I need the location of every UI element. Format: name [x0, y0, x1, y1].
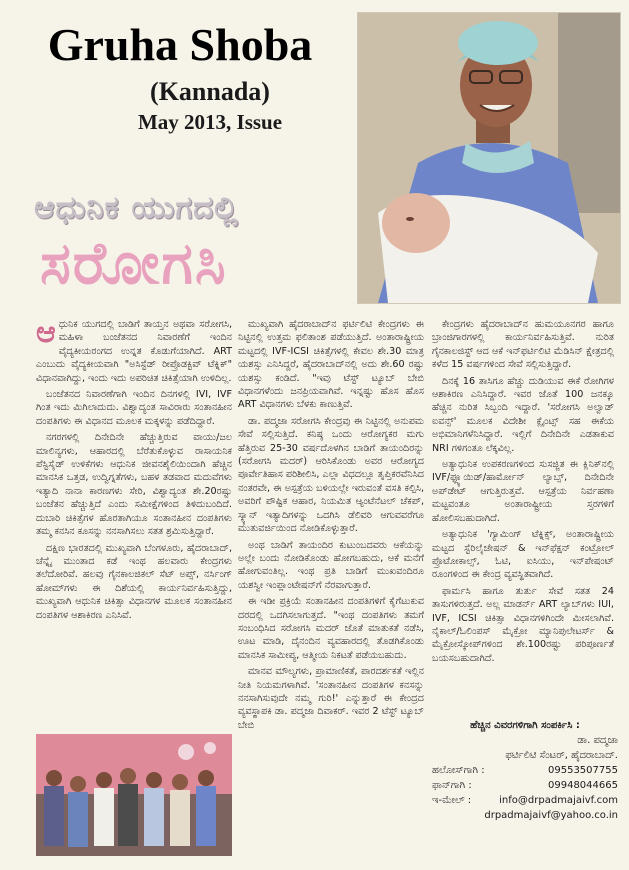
email-address-alt: drpadmajaivf@yahoo.co.in — [484, 810, 618, 821]
doctor-with-baby-photo — [357, 12, 621, 304]
article-paragraph: ಅತ್ಯಾಧುನಿಕ ಉಪಕರಣಗಳಿಂದ ಸುಸಜ್ಜಿತ ಈ ಕ್ಲಿನಿಕ್‌ನಲ್ಲಿ IVF/ಫ್ಲ್ಯೂಯಿಡ್/ಹಾರ್ಮೋನ್ ಲ್ಯಾಬ್ಸ್, ದಿನೇದಿನೇ ಅಪ್‌ಡೇಟ್ ಆಗುತ್ತಿರುತ್ತವೆ. ಆಸ್ಪತ್ರೆಯ ನಿರ್ವಹಣಾ ಮಟ್ಟವಂತೂ ಅಂತಾರಾಷ್ಟ್ರೀಯ ಸ್ತರಗಳಿಗೆ ಹೋಲಿಸಬಹುದಾಗಿದೆ. — [432, 459, 614, 524]
article-paragraph: ಈ ಇಡೀ ಪ್ರಕ್ರಿಯೆ ಸಂತಾನಹೀನ ದಂಪತಿಗಳಿಗೆ ಕೈಗೆಟುಕುವ ದರದಲ್ಲಿ ಒದಗಿಸಲಾಗುತ್ತದೆ. "ಇಂಥ ದಂಪತಿಗಳು ತಮಗೆ ಸಂಬಂಧಿಸಿದ ಸರೋಗಸಿ ಮದರ್ ಜೊತೆ ಮಾತುಕತೆ ನಡೆಸಿ, ಊಟ ಮಾಡಿ, ದೈನಂದಿನ ವ್ಯವಹಾರದಲ್ಲಿ ತೊಡಗಿಕೊಂಡು ಮಾನಸಿಕ ಸಾಮೀಪ್ಯ, ಆತ್ಮೀಯ ನಿಕಟತೆ ಪಡೆಯಬಹುದು. — [238, 596, 424, 661]
article-paragraph: ಮಾನವ ಮೌಲ್ಯಗಳು, ಪ್ರಾಮಾಣಿಕತೆ, ಪಾರದರ್ಶಕತೆ ಇಲ್ಲಿನ ನೀತಿ ನಿಯಮಗಳಾಗಿವೆ. 'ಸಂತಾನಹೀನ ದಂಪತಿಗಳ ಕನಸನ್ನು ನನಸಾಗಿಸುವುದೇ ನಮ್ಮ ಗುರಿ!' ಎನ್ನುತ್ತಾರೆ ಈ ಕೇಂದ್ರದ ವ್ಯವಸ್ಥಾಪಕಿ ಡಾ. ಪದ್ಮಜಾ ದಿವಾಕರ್. ಇವರ 2 ಟೆಸ್ಟ್ ಟ್ಯೂಬ್ ಬೇಬಿ — [238, 666, 424, 731]
contact-title: ಹೆಚ್ಚಿನ ವಿವರಗಳಿಗಾಗಿ ಸಂಪರ್ಕಿಸಿ : — [470, 720, 580, 731]
phone-number: 09948044665 — [548, 780, 618, 791]
magazine-language: (Kannada) — [150, 77, 270, 106]
contact-phone-row — [432, 778, 618, 793]
headline-title: ಸರೋಗಸಿ — [40, 229, 228, 297]
article-paragraph: ಅಂಥ ಬಾಡಿಗೆ ತಾಯಂದಿರ ಕುಟುಂಬದವರು ಆಕೆಯನ್ನು ಅಲ್ಲೇ ಬಂದು ನೋಡಿಕೊಂಡು ಹೋಗಬಹುದು, ಆಕೆ ಮನೆಗೆ ಹೋಗುವಂತಿಲ್ಲ. ಇಂಥ ಪ್ರತಿ ಬಾಡಿಗೆ ಮುಖವಂದಿರೂ ಯಶಸ್ವೀ ಇಂಪ್ಲಾಂಟೇಷನ್‌ಗೆ ನೆರವಾಗುತ್ತಾರೆ. — [238, 539, 424, 591]
article-column-1 — [36, 315, 232, 625]
article-column-2 — [238, 318, 424, 735]
article-paragraph: ಕೇಂದ್ರಗಳು ಹೈದರಾಬಾದ್‌ನ ಹುಮಯೂನಗರ ಹಾಗೂ ಬ್ರಾಂಜಿಗಾರಗಳಲ್ಲಿ ಕಾರ್ಯನಿರ್ವಹಿಸುತ್ತಿವೆ. ನುರಿತ ಗೈನಕಾಲಜಿಸ್ಟ್ ಆದ ಆಕೆ ಇನ್‌ಫರ್ಟಿಲಿಟಿ ಮೆಡಿಸಿನ್ ಕ್ಷೇತ್ರದಲ್ಲಿ ಕಳೆದ 15 ವರ್ಷಗಳಿಂದ ಸೇವೆ ಸಲ್ಲಿಸುತ್ತಿದ್ದಾರೆ. — [432, 319, 614, 371]
article-paragraph: ಬಂಜೆತನದ ನಿವಾರಣೆಗಾಗಿ ಇಂದಿನ ದಿನಗಳಲ್ಲಿ IVI, IVF ಗಿಂತ ಇದು ಮಿಗಿಲಾದುದು. ವಿಶ್ವಾದ್ಯಂತ ಸಾವಿರಾರು ಸಂತಾನಹೀನ ದಂಪತಿಗಳು ಈ ವಿಧಾನದ ಮೂಲಕ ಮಕ್ಕಳನ್ನು ಪಡೆದಿದ್ದಾರೆ. — [36, 389, 232, 427]
article-column-3 — [432, 318, 614, 668]
masthead — [10, 20, 350, 134]
contact-name: ಡಾ. ಪದ್ಮಜಾ — [577, 735, 618, 746]
magazine-title: Gruha Shoba — [47, 19, 313, 70]
drop-cap: ಆ — [36, 315, 56, 350]
article-paragraph: ಫಾರ್ಮಸಿ ಹಾಗೂ ತುರ್ತು ಸೇವೆ ಸತತ 24 ತಾಸುಗಳಿರುತ್ತದೆ. ಅಲ್ಲ ಮಾಡರ್ನ್ ART ಲ್ಯಾಬ್‌ಗಳು IUI, IVF, ICSI ಚಿಕಿತ್ಸಾ ವಿಧಾನಗಳಿಗಿಂದೇ ಮೀಸಲಾಗಿವೆ. ನೈಕಾಲ್/ಓಲಿಂಪಸ್ ಮೈಕ್ರೋ ಮ್ಯಾನಿಪುಲೇಟರ್ಸ್ & ಮೈಕ್ರೋಸ್ಕೋಪ್‌ಗಳಿಂದ ಶೇ.100ರಷ್ಟು ಪರಿಪೂರ್ಣತೆ ಬಯಸಬಹುದಾಗಿದೆ. — [432, 585, 614, 664]
doctor-illustration — [358, 13, 620, 303]
contact-centre: ಫರ್ಟಿಲಿಟಿ ಸೆಂಟರ್, ಹೈದರಾಬಾದ್. — [505, 750, 618, 761]
article-paragraph: ನಗರಗಳಲ್ಲಿ ದಿನೇದಿನೇ ಹೆಚ್ಚುತ್ತಿರುವ ವಾಯು/ಜಲ ಮಾಲಿನ್ಯಗಳು, ಆಹಾರದಲ್ಲಿ ಬೆರೆತುಕೊಳ್ಳುವ ರಾಸಾಯನಿಕ ಪೆಸ್ಟಿಸೈಡ್ ಉಳಿಕೆಗಳು ಆಧುನಿಕ ಜೀವನಶೈಲಿಯಿಂದಾಗಿ ಹೆಚ್ಚಿನ ಮಾನಸಿಕ ಒತ್ತಡ, ಉದ್ವಿಗ್ನತೆಗಳು, ಬಹಳ ತಡವಾದ ಮದುವೆಗಳು ಇತ್ಯಾದಿ ನಾನಾ ಕಾರಣಗಳು ಸೇರಿ, ವಿಶ್ವಾದ್ಯಂತ ಶೇ.20ರಷ್ಟು ಬಂಜೆತನ ಹೆಚ್ಚುತ್ತಿದೆ ಎಂದು ಸಮೀಕ್ಷೆಗಳಿಂದ ತಿಳಿದುಬಂದಿದೆ. ದುಬಾರಿ ಚಿಕಿತ್ಸೆಗಳ ಹೊರತಾಗಿಯೂ ಸಂತಾನಹೀನ ದಂಪತಿಗಳು ತಮ್ಮ ಕನಸಿನ ಕೂಸನ್ನು ನನಸಾಗಿಸಲು ಸತತ ಶ್ರಮಿಸುತ್ತಿದ್ದಾರೆ. — [36, 432, 232, 538]
headline-subtitle: ಆಧುನಿಕ ಯುಗದಲ್ಲಿ — [34, 190, 239, 226]
email-address: info@drpadmajaivf.com — [499, 795, 618, 806]
article-paragraph: ಅತ್ಯಾಧುನಿಕ 'ಗ್ಯಾಮಿಂಗ್ ಟೆಕ್ನಿಕ್ಸ್, ಅಂತಾರಾಷ್ಟ್ರೀಯ ಮಟ್ಟದ ಸ್ಟೆರಿಲೈಜೇಷನ್ & ಇನ್‌ಫೆಕ್ಷನ್ ಕಂಟ್ರೋಲ್ ಪ್ರೊಟೋಕಾಲ್ಸ್, ಓಟಿ, ಐಸಿಯು, ಇನ್‌ಪೇಷಂಟ್ ರೂಂಗಳಿಂದ ಈ ಕೇಂದ್ರ ವ್ಯವಸ್ಥಿತವಾಗಿದೆ. — [432, 529, 614, 581]
mobile-label: ಹಲೋಸ್‌ಗಾಗಿ : — [432, 765, 485, 776]
contact-box — [432, 718, 618, 823]
article-paragraph: ಮುಖ್ಯವಾಗಿ ಹೈದರಾಬಾದ್‌ನ ಫರ್ಟಿಲಿಟಿ ಕೇಂದ್ರಗಳು ಈ ನಿಟ್ಟಿನಲ್ಲಿ ಉತ್ತಮ ಫಲಿತಾಂಶ ಪಡೆಯುತ್ತಿದೆ. ಅಂತಾರಾಷ್ಟ್ರೀಯ ಮಟ್ಟದಲ್ಲಿ IVF-ICSI ಚಿಕಿತ್ಸೆಗಳಲ್ಲಿ ಕೇವಲ ಶೇ.30 ಮಾತ್ರ ಯಶಸ್ಸು ಎನಿಸಿದ್ದರೆ, ಹೈದರಾಬಾದ್‌ನಲ್ಲಿ ಅದು ಶೇ.60 ರಷ್ಟು ಯಶಸ್ಸು ಕಂಡಿದೆ. "ಇವು ಟೆಸ್ಟ್ ಟ್ಯೂಬ್ ಬೇಬಿ ವಿಧಾನಗಳೆಂದು ಜನಪ್ರಿಯವಾಗಿವೆ. ಇನ್ನಷ್ಟು ಹೊಸ ಹೊಸ ART ವಿಧಾನಗಳು ಬೆಳಕು ಕಾಣುತ್ತಿವೆ. — [238, 319, 424, 411]
clinic-group-photo — [36, 734, 232, 856]
phone-label: ಫಾನ್‌ಗಾಗಿ : — [432, 780, 472, 791]
article-paragraph: ಡಾ. ಪದ್ಮಜಾ ಸರೋಗಸಿ ಕೇಂದ್ರವು ಈ ನಿಟ್ಟಿನಲ್ಲಿ ಅನುಪಮ ಸೇವೆ ಸಲ್ಲಿಸುತ್ತಿದೆ. ಕನಿಷ್ಠ ಒಂದು ಆರೋಗ್ಯಕರ ಮಗು ಹೆತ್ತಿರುವ 25-30 ವರ್ಷದೊಳಗಿನ ಬಾಡಿಗೆ ತಾಯಂದಿರನ್ನು (ಸರೋಗಸಿ ಮದರ್) ಆರಿಸಿಕೊಂಡು ಅವರ ಆರೋಗ್ಯದ ಪೂರ್ವೇತಿಹಾಸ ಪರಿಶೀಲಿಸಿ, ಎಲ್ಲಾ ವಿಧದಲ್ಲೂ ತೃಪ್ತಿಕರವೆನಿಸಿದ ನಂತರವೇ, ಈ ಅಸ್ಪತ್ರೆಯ ಬಳಿಯಲ್ಲೇ ಇರುವಂತೆ ವಸತಿ ಕಲ್ಪಿಸಿ, ಅವರಿಗೆ ಪೌಷ್ಟಿಕ ಆಹಾರ, ನಿಯಮಿತ ಆ್ಯಂಟೆನೆಟಲ್ ಚೆಕಪ್, ಸ್ಕ್ಯಾನ್ ಇತ್ಯಾದಿಗಳನ್ನು ಒದಗಿಸಿ ಡೆಲಿವರಿ ಆಗುವವರೆಗೂ ಮುತುವರ್ಜಿಯಿಂದ ನೋಡಿಕೊಳ್ಳುತ್ತಾರೆ. — [238, 415, 424, 535]
contact-mobile-row — [432, 763, 618, 778]
email-label: ಇ-ಮೇಲ್ : — [432, 795, 472, 806]
group-illustration — [36, 734, 232, 856]
contact-email-row — [432, 793, 618, 808]
paragraph-text: ಧುನಿಕ ಯುಗದಲ್ಲಿ ಬಾಡಿಗೆ ತಾಯ್ತನ ಅಥವಾ ಸರೋಗಸಿ, ಮಹಿಳಾ ಬಂಜೆತನದ ನಿವಾರಣೆಗೆ ಇಂದಿನ ವೈದ್ಯಕೀಯರಂಗದ ಉನ್ನತ ಕೊಡುಗೆಯಾಗಿದೆ. ART ಎಂಬುದು ವೈದ್ಯಕೀಯವಾಗಿ "ಅಸಿಸ್ಟೆಡ್ ರೀಪ್ರೊಡಕ್ಟಿವ್ ಟೆಕ್ನಿಕ್" ವಿಧಾನವಾಗಿದ್ದು, ಇಂದು ಇದು ಅಪರಿಚಿತ ಚಿಕಿತ್ಸೆಯಾಗಿ ಉಳಿದಿಲ್ಲ. — [36, 319, 232, 384]
mobile-number: 09553507755 — [548, 765, 618, 776]
article-paragraph — [36, 315, 232, 385]
article-paragraph: ದಕ್ಷಿಣ ಭಾರತದಲ್ಲಿ ಮುಖ್ಯವಾಗಿ ಬೆಂಗಳೂರು, ಹೈದರಾಬಾದ್, ಚೆನ್ನೈ ಮುಂತಾದ ಕಡೆ ಇಂಥ ಹಲವಾರು ಕೇಂದ್ರಗಳು ತಲೆದೋರಿವೆ. ಹಲವು ಗೈನಕಾಲಜಿಕಲ್ ಸೆಟ್ ಅಪ್ಸ್, ನರ್ಸಿಂಗ್ ಹೋಮ್‌ಗಳು ಈ ದಿಶೆಯಲ್ಲಿ ಕಾರ್ಯನಿರ್ವಹಿಸುತ್ತಿದ್ದು, ಮುಖ್ಯವಾಗಿ ಆಧುನಿಕ ಚಿಕಿತ್ಸಾ ವಿಧಾನಗಳ ಮೂಲಕ ಸಂತಾನಹೀನ ದಂಪತಿಗಳ ಆಶಾಕಿರಣ ಎನಿಸಿವೆ. — [36, 542, 232, 621]
magazine-issue: May 2013, Issue — [137, 110, 283, 134]
article-paragraph: ದಿನಕ್ಕೆ 16 ತಾಸಿಗೂ ಹೆಚ್ಚು ದುಡಿಯುವ ಈಕೆ ರೋಗಿಗಳ ಆಶಾಕಿರಣ ಎನಿಸಿದ್ದಾರೆ. ಇವರ ಜೊತೆ 100 ಜನಕ್ಕೂ ಹೆಚ್ಚಿನ ನುರಿತ ಸಿಬ್ಬಂದಿ ಇದ್ದಾರೆ. 'ಸರೋಗಸಿ ಅಲ್ವಾಡ್ ಐವನ್ಸ್' ಮೂಲಕ ವಿದೇಶೀ ಕ್ಲೈಂಟ್ಸ್ ಸಹ ಈಕೆಯ ಅಭಿಮಾನಿಗಳೆನಿಸಿದ್ದಾರೆ. ಇಲ್ಲಿಗೆ ದಿನೇದಿನೇ ಎಡತಾಕುವ NRI ಗಳಿಗಂತೂ ಲೆಕ್ಕವಿಲ್ಲ. — [432, 375, 614, 454]
